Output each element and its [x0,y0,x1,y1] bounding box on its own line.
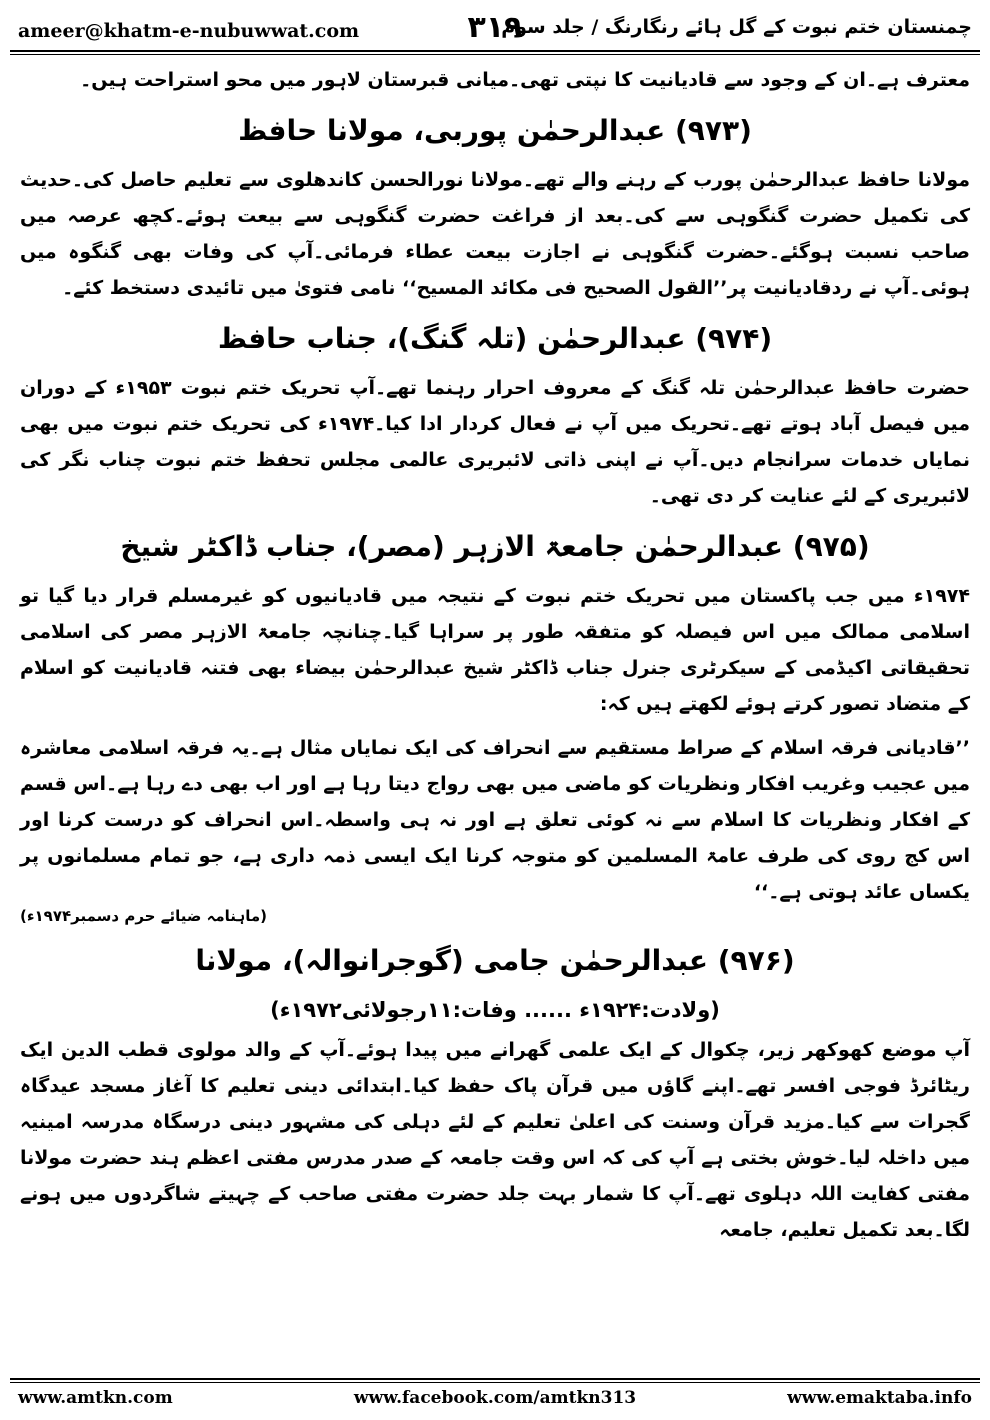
section-heading-976: (۹۷۶) عبدالرحمٰن جامی (گوجرانوالہ)، مولانا [195,944,795,977]
page-number: ٣١٩ [467,10,523,45]
section-paragraph-973: مولانا حافظ عبدالرحمٰن پورب کے رہنے والے تھے۔مولانا نورالحسن کاندھلوی سے تعلیم حاصل کی۔حدیث کی تکمیل حضرت گنگوہی سے کی۔بعد از فراغت حضرت گنگوہی سے بیعت ہوئے۔کچھ عرصہ میں صاحب نسبت ہوگئے۔حضرت گنگوہی نے اجازت بیعت عطاء فرمائی۔آپ کی وفات بھی گنگوہ میں ہوئی۔آپ نے ردقادیانیت پر’’القول الصحیح فی مکائد المسیح‘‘ نامی فتویٰ میں تائیدی دستخط کئے۔ [20,169,970,299]
section-dates-976: (ولادت:۱۹۲۴ء ...... وفات:۱۱رجولائی۱۹۷۲ء) [270,998,720,1022]
header-rule [10,50,980,52]
footer-link-emaktaba[interactable]: www.emaktaba.info [787,1388,972,1408]
footer-link-amtkn[interactable]: www.amtkn.com [18,1388,173,1408]
header-rule-thin [10,54,980,55]
quote-source: (ماہنامہ ضیائے حرم دسمبر۱۹۷۴ء) [20,907,267,925]
section-heading-975: (۹۷۵) عبدالرحمٰن جامعۃ الازہر (مصر)، جناب ڈاکٹر شیخ [120,530,870,563]
footer-rule-thin [10,1382,980,1383]
section-paragraph-975: ۱۹۷۴ء میں جب پاکستان میں تحریک ختم نبوت کے نتیجہ میں قادیانیوں کو غیرمسلم قرار دیا گیا تو اسلامی ممالک میں اس فیصلہ کو متفقہ طور پر سراہا گیا۔چنانچہ جامعۃ الازہر مصر کی اسلامی تحقیقاتی اکیڈمی کے سیکرٹری جنرل جناب ڈاکٹر شیخ عبدالرحمٰن بیضاء بھی فتنہ قادیانیت کو اسلام کے متضاد تصور کرتے ہوئے لکھتے ہیں کہ: [20,585,970,715]
page-content [20,62,970,1372]
quote-block [20,730,970,928]
page-footer [18,1388,972,1412]
section-paragraph-974: حضرت حافظ عبدالرحمٰن تلہ گنگ کے معروف احرار رہنما تھے۔آپ تحریک ختم نبوت ۱۹۵۳ء کے دوران میں فیصل آباد ہوتے تھے۔تحریک میں آپ نے فعال کردار ادا کیا۔۱۹۷۴ء کی تحریک ختم نبوت میں بھی نمایاں خدمات سرانجام دیں۔آپ نے اپنی ذاتی لائبریری عالمی مجلس تحفظ ختم نبوت چناب نگر کی لائبریری کے لئے عنایت کر دی تھی۔ [20,377,971,507]
section-paragraph-976: آپ موضع کھوکھر زیر، چکوال کے ایک علمی گھرانے میں پیدا ہوئے۔آپ کے والد مولوی قطب الدین ایک ریٹائرڈ فوجی افسر تھے۔اپنے گاؤں میں قرآن پاک حفظ کیا۔ابتدائی دینی تعلیم کا آغاز مسجد عیدگاہ گجرات سے کیا۔مزید قرآن وسنت کی اعلیٰ تعلیم کے لئے دہلی کی مشہور دینی درسگاہ مدرسہ امینیہ میں داخلہ لیا۔خوش بختی ہے آپ کی کہ اس وقت جامعہ کے صدر مدرس مفتی اعظم ہند حضرت مولانا مفتی کفایت اللہ دہلوی تھے۔آپ کا شمار بہت جلد حضرت مفتی صاحب کے چہیتے شاگردوں میں ہونے لگا۔بعد تکمیل تعلیم، جامعہ [20,1039,970,1241]
book-title: چمنستان ختم نبوت کے گل ہائے رنگارنگ / جلد سوم [501,16,972,38]
footer-link-facebook[interactable]: www.facebook.com/amtkn313 [353,1388,637,1408]
quote-text: ’’قادیانی فرقہ اسلام کے صراط مستقیم سے انحراف کی ایک نمایاں مثال ہے۔یہ فرقہ اسلامی معاشرہ میں عجیب وغریب افکار ونظریات کو ماضی میں بھی رواج دیتا رہا ہے اور اب بھی دے رہا ہے۔اس قسم کے افکار ونظریات کا اسلام سے نہ کوئی تعلق ہے اور نہ ہی واسطہ۔اس انحراف کو درست کرنا اور اس کج روی کی طرف عامۃ المسلمین کو متوجہ کرنا ایک ایسی ذمہ داری ہے، جو تمام مسلمانوں پر یکساں عائد ہوتی ہے۔‘‘ [20,737,970,903]
section-heading-973: (۹۷۳) عبدالرحمٰن پوربی، مولانا حافظ [238,114,752,147]
section-heading-974: (۹۷۴) عبدالرحمٰن (تلہ گنگ)، جناب حافظ [217,322,773,355]
header-email[interactable]: ameer@khatm-e-nubuwwat.com [18,20,360,42]
page-header [18,8,972,52]
intro-paragraph: معترف ہے۔ان کے وجود سے قادیانیت کا نپتی تھی۔میانی قبرستان لاہور میں محو استراحت ہیں۔ [80,69,970,91]
footer-rule [10,1378,980,1380]
